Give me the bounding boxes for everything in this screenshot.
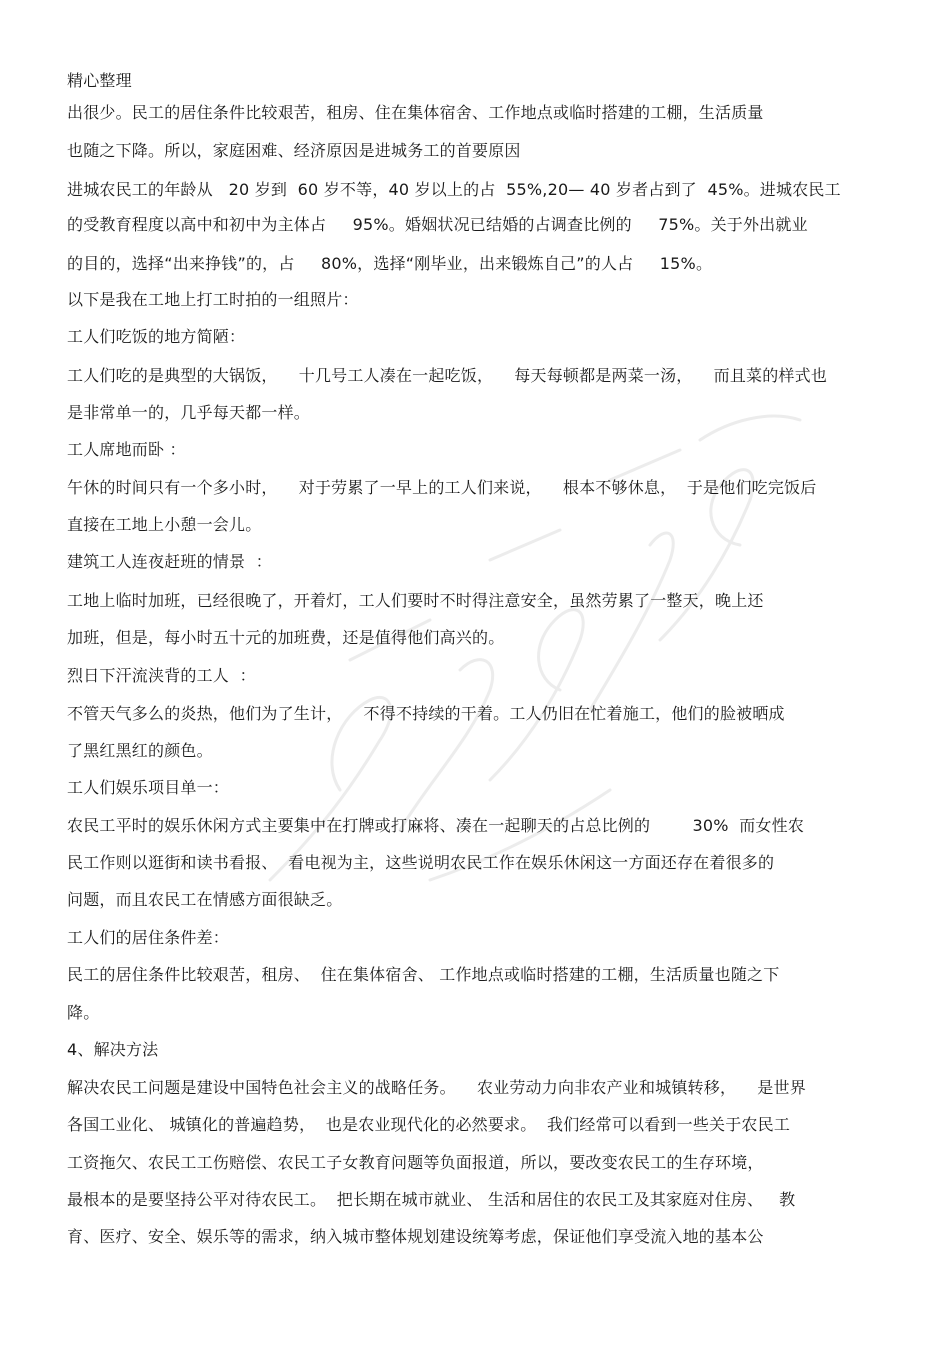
section-heading: 烈日下汗流浃背的工人 ： [67, 666, 256, 685]
text-line: 午休的时间只有一个多小时， 对于劳累了一早上的工人们来说， 根本不够休息， 于是他们吃完饭后 [67, 478, 817, 497]
text-line: 民工的居住条件比较艰苦，租房、 住在集体宿舍、 工作地点或临时搭建的工棚，生活质量也随之下 [67, 965, 780, 984]
section-heading: 工人们的居住条件差： [67, 928, 230, 947]
text-line: 出很少。民工的居住条件比较艰苦，租房、住在集体宿舍、工作地点或临时搭建的工棚，生活质量 [67, 103, 764, 122]
text-line: 工人们吃的是典型的大锅饭， 十几号工人凑在一起吃饭， 每天每顿都是两菜一汤， 而且菜的样式也 [67, 366, 828, 385]
section-heading: 工人们吃饭的地方简陋： [67, 327, 246, 346]
text-line: 工地上临时加班，已经很晚了，开着灯，工人们要时不时得注意安全，虽然劳累了一整天，晚上还 [67, 591, 764, 610]
text-line: 以下是我在工地上打工时拍的一组照片： [67, 290, 359, 309]
text-line: 加班，但是，每小时五十元的加班费，还是值得他们高兴的。 [67, 628, 505, 647]
text-line: 解决农民工问题是建设中国特色社会主义的战略任务。 农业劳动力向非农产业和城镇转移， 是世界 [67, 1078, 806, 1097]
text-line: 各国工业化、 城镇化的普遍趋势， 也是农业现代化的必然要求。 我们经常可以看到一些关于农民工 [67, 1115, 791, 1134]
text-line: 进城农民工的年龄从 20 岁到 60 岁不等，40 岁以上的占 55%,20— 40 岁者占到了 45%。进城农民工 [67, 180, 841, 199]
text-line: 农民工平时的娱乐休闲方式主要集中在打牌或打麻将、凑在一起聊天的占总比例的 30% 而女性农 [67, 816, 805, 835]
text-line: 的受教育程度以高中和初中为主体占 95%。婚姻状况已结婚的占调查比例的 75%。关于外出就业 [67, 215, 808, 234]
text-line: 是非常单一的，几乎每天都一样。 [67, 403, 311, 422]
text-line: 降。 [67, 1003, 100, 1022]
text-line: 也随之下降。所以，家庭困难、经济原因是进城务工的首要原因 [67, 141, 521, 160]
text-line: 最根本的是要坚持公平对待农民工。 把长期在城市就业、 生活和居住的农民工及其家庭对住房、 教 [67, 1190, 796, 1209]
text-line: 不管天气多么的炎热，他们为了生计， 不得不持续的干着。工人仍旧在忙着施工，他们的脸被晒成 [67, 704, 785, 723]
section-heading: 建筑工人连夜赶班的情景 ： [67, 552, 272, 571]
text-line: 育、医疗、安全、娱乐等的需求，纳入城市整体规划建设统筹考虑，保证他们享受流入地的基本公 [67, 1227, 764, 1246]
text-line: 民工作则以逛街和读书看报、 看电视为主，这些说明农民工作在娱乐休闲这一方面还存在着很多的 [67, 853, 775, 872]
text-line: 问题，而且农民工在情感方面很缺乏。 [67, 890, 343, 909]
text-line: 直接在工地上小憩一会儿。 [67, 515, 262, 534]
section-heading: 工人们娱乐项目单一： [67, 778, 230, 797]
page-header: 精心整理 [67, 71, 132, 90]
text-line: 工资拖欠、农民工工伤赔偿、农民工子女教育问题等负面报道，所以，要改变农民工的生存环境， [67, 1153, 764, 1172]
section-heading: 4、解决方法 [67, 1040, 159, 1059]
section-heading: 工人席地而卧 ： [67, 440, 186, 459]
text-line: 了黑红黑红的颜色。 [67, 741, 213, 760]
text-line: 的目的，选择“出来挣钱”的，占 80%，选择“刚毕业，出来锻炼自己”的人占 15%。 [67, 254, 713, 273]
